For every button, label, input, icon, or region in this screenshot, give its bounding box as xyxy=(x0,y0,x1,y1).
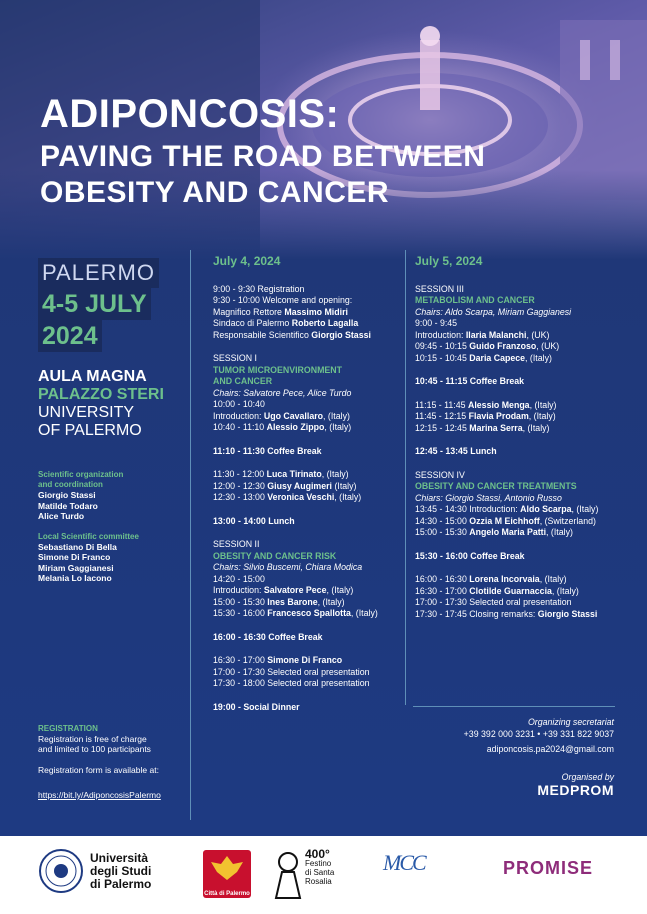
session-chairs: Chairs: Aldo Scarpa, Miriam Gaggianesi xyxy=(415,306,572,317)
program-line: 17:00 - 17:30 Selected oral presentation xyxy=(415,597,572,607)
coffee-break: 15:30 - 16:00 Coffee Break xyxy=(415,550,525,561)
program-line: 17:30 - 18:00 Selected oral presentation xyxy=(213,678,370,688)
day-1-date: July 4, 2024 xyxy=(213,254,281,268)
comune-logo-text: Città di Palermo xyxy=(204,891,250,897)
session-title: METABOLISM AND CANCER xyxy=(415,295,535,305)
column-divider xyxy=(190,250,191,820)
festino-logo-text: 400° Festino di Santa Rosalia xyxy=(305,847,335,886)
venue-column xyxy=(38,244,178,803)
unipa-logo-text: Università degli Studi di Palermo xyxy=(90,851,152,891)
program-line: 9:00 - 9:30 Registration xyxy=(213,283,305,294)
venue-dates-line-2: 2024 xyxy=(38,320,102,352)
program-line: 10:00 - 10:40 xyxy=(213,399,265,409)
organizer-name: Matilde Todaro xyxy=(38,500,98,511)
venue-city: PALERMO xyxy=(38,258,159,288)
coffee-break: 10:45 - 11:15 Coffee Break xyxy=(415,376,525,386)
lunch-break: 13:00 - 14:00 Lunch xyxy=(213,515,295,526)
program-line: 13:45 - 14:30 Introduction: Aldo Scarpa, (Italy) xyxy=(415,504,599,514)
title-line-1: ADIPONCOSIS: xyxy=(40,92,340,136)
program-line: 14:20 - 15:00 xyxy=(213,573,265,584)
program-line: 11:15 - 11:45 Alessio Menga, (Italy) xyxy=(415,399,557,410)
coffee-break: 11:10 - 11:30 Coffee Break xyxy=(213,445,322,456)
local-committee-heading: Local Scientific committee xyxy=(38,531,139,541)
program-line: 12:30 - 13:00 Veronica Veschi, (Italy) xyxy=(213,492,362,502)
program-line: 09:45 - 10:15 Guido Franzoso, (UK) xyxy=(415,341,560,351)
session-label: SESSION I xyxy=(213,353,257,363)
program-line: 10:15 - 10:45 Daria Capece, (Italy) xyxy=(415,352,552,363)
organised-by-label: Organised by xyxy=(561,771,614,782)
column-divider xyxy=(405,250,406,705)
session-chairs: Chairs: Silvio Buscemi, Chiara Modica xyxy=(213,562,363,572)
session-label: SESSION IV xyxy=(415,469,465,480)
registration-heading: REGISTRATION xyxy=(38,723,98,733)
program-line: 14:30 - 15:00 Ozzia M Eichhoff, (Switzerland) xyxy=(415,515,596,526)
venue-university-line-1: UNIVERSITY xyxy=(38,404,135,421)
registration-link[interactable]: https://bit.ly/AdiponcosisPalermo xyxy=(38,790,161,800)
program-line: Introduction: Ilaria Malanchi, (UK) xyxy=(415,329,550,340)
program-line: 17:00 - 17:30 Selected oral presentation xyxy=(213,666,370,677)
program-line: 9:30 - 10:00 Welcome and opening: xyxy=(213,295,353,305)
day-2-date: July 5, 2024 xyxy=(415,254,483,268)
comune-palermo-logo xyxy=(203,850,251,898)
social-dinner: 19:00 - Social Dinner xyxy=(213,701,300,712)
organizer-name: Alice Turdo xyxy=(38,511,85,521)
session-chairs: Chiars: Giorgio Stassi, Antonio Russo xyxy=(415,492,562,503)
coffee-break: 16:00 - 16:30 Coffee Break xyxy=(213,631,323,642)
santa-rosalia-icon xyxy=(272,850,304,900)
sponsor-logos xyxy=(0,836,647,914)
registration-text: and limited to 100 participants xyxy=(38,744,151,754)
committee-member-name: Miriam Gaggianesi xyxy=(38,562,114,573)
organizing-secretariat xyxy=(464,717,614,797)
venue-hall: AULA MAGNA xyxy=(38,368,147,385)
program-line: Sindaco di Palermo Roberto Lagalla xyxy=(213,318,359,328)
mcc-logo: MCC xyxy=(383,850,425,875)
program-line: Responsabile Scientifico Giorgio Stassi xyxy=(213,329,371,340)
program-line: Introduction: Ugo Cavallaro, (Italy) xyxy=(213,410,350,421)
registration-text: Registration is free of charge xyxy=(38,733,147,744)
venue-dates-line-1: 4-5 JULY xyxy=(38,288,151,320)
session-chairs: Chairs: Salvatore Pece, Alice Turdo xyxy=(213,387,352,398)
title-line-2: PAVING THE ROAD BETWEEN xyxy=(40,140,486,173)
eagle-icon xyxy=(203,850,251,886)
session-label: SESSION III xyxy=(415,283,464,294)
program-line: Introduction: Salvatore Pece, (Italy) xyxy=(213,585,354,595)
medprom-logo: MEDPROM xyxy=(537,782,614,798)
venue-palace: PALAZZO STERI xyxy=(38,386,164,403)
promise-logo: PROMISE xyxy=(503,858,594,878)
scientific-organization-heading-1: Scientific organization xyxy=(38,470,124,479)
title-line-3: OBESITY AND CANCER xyxy=(40,176,390,209)
registration-form-text: Registration form is available at: xyxy=(38,764,159,775)
secretariat-email: adiponcosis.pa2024@gmail.com xyxy=(486,744,614,754)
program-line: 16:30 - 17:00 Clotilde Guarnaccia, (Italy) xyxy=(415,585,579,596)
program-line: 11:45 - 12:15 Flavia Prodam, (Italy) xyxy=(415,411,556,421)
session-title: AND CANCER xyxy=(213,376,273,386)
program-line: 16:00 - 16:30 Lorena Incorvaia, (Italy) xyxy=(415,574,567,584)
program-line: 16:30 - 17:00 Simone Di Franco xyxy=(213,655,343,665)
session-title: TUMOR MICROENVIRONMENT xyxy=(213,364,343,375)
program-line: 11:30 - 12:00 Luca Tirinato, (Italy) xyxy=(213,469,349,479)
venue-university-line-2: OF PALERMO xyxy=(38,422,142,439)
program-line: 15:30 - 16:00 Francesco Spallotta, (Italy) xyxy=(213,608,378,618)
program-line: 12:00 - 12:30 Giusy Augimeri (Italy) xyxy=(213,480,357,491)
program-line: 9:00 - 9:45 xyxy=(415,318,458,328)
committee-member-name: Simone Di Franco xyxy=(38,552,111,562)
unipa-seal-icon xyxy=(38,848,84,894)
committee-member-name: Sebastiano Di Bella xyxy=(38,541,117,552)
program-line: 15:00 - 15:30 Angelo Maria Patti, (Italy) xyxy=(415,527,573,537)
program-line: Magnifico Rettore Massimo Midiri xyxy=(213,306,348,317)
program-line: 17:30 - 17:45 Closing remarks: Giorgio Stassi xyxy=(415,608,598,619)
program-line: 15:00 - 15:30 Ines Barone, (Italy) xyxy=(213,596,345,607)
program-line: 12:15 - 12:45 Marina Serra, (Italy) xyxy=(415,422,550,433)
secretariat-phones: +39 392 000 3231 • +39 331 822 9037 xyxy=(463,728,614,739)
session-label: SESSION II xyxy=(213,539,260,549)
committee-member-name: Melania Lo Iacono xyxy=(38,573,112,583)
program-day-2 xyxy=(415,256,630,620)
program-day-1 xyxy=(213,256,403,725)
session-title: OBESITY AND CANCER RISK xyxy=(213,550,337,561)
scientific-organization-heading-2: and coordination xyxy=(38,480,103,489)
secretariat-divider xyxy=(413,706,615,707)
secretariat-label: Organizing secretariat xyxy=(527,717,614,727)
program-line: 10:40 - 11:10 Alessio Zippo, (Italy) xyxy=(213,422,352,432)
session-title: OBESITY AND CANCER TREATMENTS xyxy=(415,481,577,491)
organizer-name: Giorgio Stassi xyxy=(38,490,96,500)
lunch-break: 12:45 - 13:45 Lunch xyxy=(415,446,497,456)
